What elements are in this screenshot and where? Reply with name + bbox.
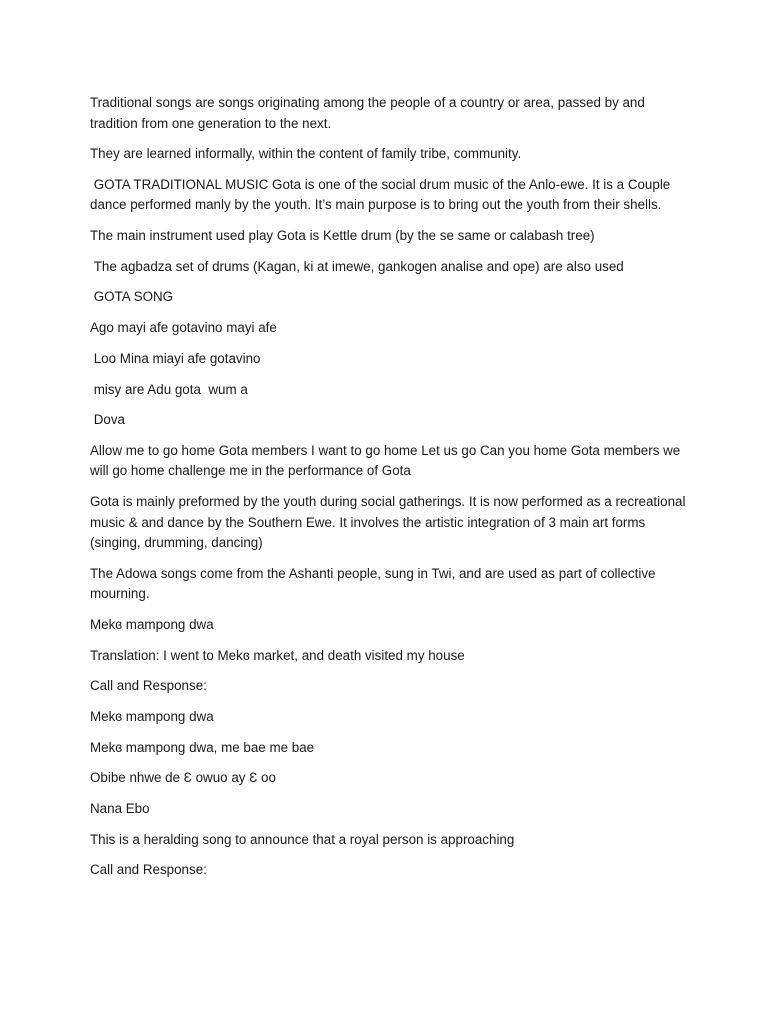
paragraph-gota-performance: Gota is mainly preformed by the youth during social gatherings. It is now performed as a recreational music & and dance by the Southern Ewe. It involves the artistic integration of 3 main art forms (singing, drumming, dancing) bbox=[90, 494, 690, 551]
lyric-line: misy are Adu gota wum a bbox=[90, 381, 248, 397]
paragraph-drums: The agbadza set of drums (Kagan, ki at imewe, gankogen analise and ope) are also used bbox=[90, 258, 624, 274]
lyric-line: Obibe nhwe de Ɛ owuo ay Ɛ oo bbox=[90, 770, 276, 786]
paragraph-translation: Allow me to go home Gota members I want to go home Let us go Can you home Gota members we will go home challenge me in the performance of Gota bbox=[90, 442, 684, 479]
call-and-response-label: Call and Response: bbox=[90, 678, 207, 694]
document-body bbox=[90, 93, 690, 891]
call-and-response-label: Call and Response: bbox=[90, 862, 207, 878]
lyric-line: Mekɞ mampong dwa bbox=[90, 709, 214, 724]
translation-line: Translation: I went to Mekɞ market, and death visited my house bbox=[90, 647, 465, 663]
paragraph-adowa: The Adowa songs come from the Ashanti people, sung in Twi, and are used as part of collective mourning. bbox=[90, 565, 660, 602]
lyric-line: Dova bbox=[90, 412, 125, 428]
lyric-line: Ago mayi afe gotavino mayi afe bbox=[90, 320, 277, 336]
paragraph-heralding: This is a heralding song to announce that a royal person is approaching bbox=[90, 831, 515, 847]
paragraph-definition: Traditional songs are songs originating among the people of a country or area, passed by and tradition from one generation to the next. bbox=[90, 95, 649, 131]
song-title: Nana Ebo bbox=[90, 801, 150, 817]
paragraph-learned: They are learned informally, within the content of family tribe, community. bbox=[90, 146, 522, 162]
lyric-line: Loo Mina miayi afe gotavino bbox=[90, 350, 261, 366]
paragraph-gota-intro: GOTA TRADITIONAL MUSIC Gota is one of the social drum music of the Anlo-ewe. It is a Couple dance performed manly by the youth. It’s main purpose is to bring out the youth from their shells. bbox=[90, 176, 674, 213]
lyric-line: Mekɞ mampong dwa, me bae me bae bbox=[90, 739, 315, 755]
song-title: Mekɞ mampong dwa bbox=[90, 616, 214, 632]
heading-gota-song: GOTA SONG bbox=[90, 289, 174, 305]
paragraph-instrument: The main instrument used play Gota is Kettle drum (by the se same or calabash tree) bbox=[90, 228, 595, 244]
